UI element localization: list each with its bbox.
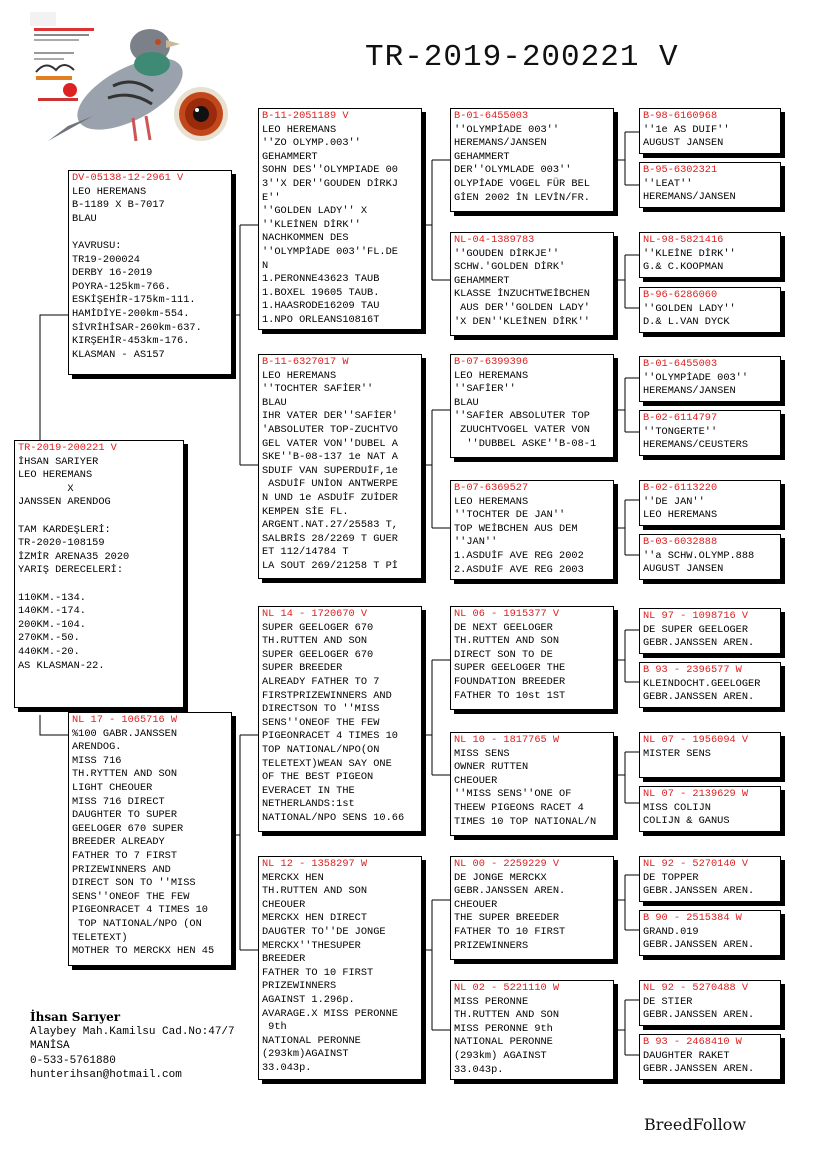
pedigree-box-sire (68, 170, 232, 375)
pedigree-line: TIMES 10 TOP NATIONAL/N (454, 815, 597, 828)
pedigree-line: LEO HEREMANS (454, 495, 529, 508)
pedigree-line: ''TOCHTER DE JAN'' (454, 509, 566, 522)
pedigree-line: 440KM.-20. (18, 645, 80, 658)
pedigree-line: BREEDER (262, 953, 306, 966)
pedigree-line: N UND 1e ASDUİF ZUİDER (262, 491, 398, 504)
pedigree-line: TAM KARDEŞLERİ: (18, 523, 111, 536)
pedigree-line: ''MISS SENS''ONE OF (454, 788, 572, 801)
pedigree-line (72, 226, 228, 240)
pedigree-line: FATHER TO 10st 1ST (454, 689, 566, 702)
pedigree-line: 1.ASDUİF AVE REG 2002 (454, 549, 584, 562)
pedigree-line: TOP NATIONAL/NPO (ON (72, 917, 202, 930)
pedigree-line: BLAU (72, 212, 97, 225)
pedigree-line: (293km) AGAINST (454, 1049, 547, 1062)
pedigree-line: SUPER GEELOGER THE (454, 662, 566, 675)
pedigree-line: DE TOPPER (643, 871, 699, 884)
pedigree-line: TH.RYTTEN AND SON (72, 768, 178, 781)
ring-number: NL 00 - 2259229 V (454, 858, 560, 870)
pedigree-line: SİVRİHİSAR-260km-637. (72, 321, 202, 334)
pedigree-line: 270KM.-50. (18, 632, 80, 645)
pedigree-line: ''DE JAN'' (643, 495, 705, 508)
ring-number: B-03-6032888 (643, 536, 718, 548)
pedigree-line (18, 578, 180, 592)
pedigree-line: ARGENT.NAT.27/25583 T, (262, 519, 398, 532)
pedigree-box-gen5 (639, 1034, 781, 1080)
pedigree-line: 33.043p. (262, 1061, 312, 1074)
pedigree-line: AUS DER''GOLDEN LADY' (454, 301, 590, 314)
pedigree-line: AVARAGE.X MISS PERONNE (262, 1007, 398, 1020)
pedigree-box-gen5 (639, 410, 781, 456)
pedigree-line: FATHER TO 10 FIRST (262, 966, 374, 979)
pedigree-line: SKE''B-08-137 1e NAT A (262, 451, 398, 464)
pedigree-line: DIRECT SON TO ''MISS (72, 877, 196, 890)
pedigree-line: GEL VATER VON''DUBEL A (262, 437, 398, 450)
pedigree-line: MERCKX''THESUPER (262, 939, 361, 952)
pedigree-line: TR-2020-108159 (18, 537, 105, 550)
pedigree-box-gen3 (258, 606, 422, 832)
ring-number: B-11-2051189 V (262, 110, 349, 122)
pedigree-line: DIRECT SON TO DE (454, 648, 553, 661)
pedigree-line: NATIONAL PERONNE (454, 1036, 553, 1049)
pedigree-line: HEREMANS/JANSEN (454, 137, 547, 150)
pedigree-line: TH.RUTTEN AND SON (454, 1009, 560, 1022)
contact-line: hunterihsan@hotmail.com (30, 1069, 182, 1081)
pedigree-line: HEREMANS/JANSEN (643, 191, 736, 204)
pedigree-line: MISS 716 DIRECT (72, 795, 165, 808)
pedigree-line: ESKİŞEHİR-175km-111. (72, 294, 196, 307)
pedigree-line: ''ZO OLYMP.003'' (262, 137, 361, 150)
ring-number: NL 97 - 1098716 V (643, 610, 749, 622)
pedigree-line: ARENDOG. (72, 741, 122, 754)
ring-number: TR-2019-200221 V (18, 442, 117, 454)
pedigree-line: GEBR.JANSSEN AREN. (643, 691, 755, 704)
ring-number: B-02-6113220 (643, 482, 718, 494)
ring-number: B-01-6455003 (454, 110, 529, 122)
ring-number: NL-04-1389783 (454, 234, 535, 246)
ring-number: B-96-6286060 (643, 289, 718, 301)
ring-number: B-07-6399396 (454, 356, 529, 368)
pedigree-box-gen5 (639, 162, 781, 208)
pedigree-line: ''OLYMPİADE 003'' (454, 123, 560, 136)
pedigree-line: MERCKX HEN (262, 871, 324, 884)
pedigree-line: LA SOUT 269/21258 T Pİ (262, 559, 398, 572)
ring-number: NL 92 - 5270140 V (643, 858, 749, 870)
pedigree-line: MISS SENS (454, 747, 510, 760)
pedigree-line: ''GOLDEN LADY'' X (262, 205, 368, 218)
pedigree-line: GEBR.JANSSEN AREN. (643, 939, 755, 952)
pedigree-line: LEO HEREMANS (643, 509, 718, 522)
pedigree-line: DAUGTER TO''DE JONGE (262, 925, 386, 938)
pedigree-line: GEHAMMERT (262, 150, 318, 163)
ring-number: NL 92 - 5270488 V (643, 982, 749, 994)
pedigree-line: SALBRİS 28/2269 T GUER (262, 532, 398, 545)
pedigree-line: ''KLEİNE DİRK'' (643, 247, 736, 260)
pedigree-line: 1.HAASRODE16209 TAU (262, 300, 380, 313)
pedigree-line: NACHKOMMEN DES (262, 232, 349, 245)
pedigree-box-gen5 (639, 786, 781, 832)
ring-number: DV-05138-12-2961 V (72, 172, 184, 184)
pedigree-line: DER''OLYMLADE 003'' (454, 164, 572, 177)
pedigree-line: 110KM.-134. (18, 591, 86, 604)
pedigree-line: CHEOUER (454, 898, 498, 911)
pedigree-line: OLYPİADE VOGEL FÜR BEL (454, 177, 590, 190)
pedigree-line: GEHAMMERT (454, 150, 510, 163)
pedigree-line: LEO HEREMANS (262, 123, 337, 136)
pedigree-line: ''KLEİNEN DİRK'' (262, 218, 361, 231)
pedigree-line: MISS COLIJN (643, 801, 711, 814)
pedigree-line: ''JAN'' (454, 536, 498, 549)
pedigree-line: 1.NPO ORLEANS10816T (262, 313, 380, 326)
pedigree-line: MERCKX HEN DIRECT (262, 912, 368, 925)
pedigree-line: ''DUBBEL ASKE''B-08-1 (454, 437, 597, 450)
pedigree-line: SUPER GEELOGER 670 (262, 621, 374, 634)
page-title: TR-2019-200221 V (365, 40, 679, 75)
pedigree-line: GEBR.JANSSEN AREN. (643, 1063, 755, 1076)
pedigree-line: 1.PERONNE43623 TAUB (262, 273, 380, 286)
pedigree-box-gen3 (258, 856, 422, 1080)
pedigree-line: KIRŞEHİR-453km-176. (72, 335, 190, 348)
pedigree-line: İHSAN SARIYER (18, 455, 99, 468)
ring-number: NL 14 - 1720670 V (262, 608, 368, 620)
pedigree-line: BREEDER ALREADY (72, 836, 165, 849)
pedigree-box-gen5 (639, 108, 781, 154)
pedigree-line: BLAU (262, 396, 287, 409)
pedigree-line: PIGEONRACET 4 TIMES 10 (72, 904, 208, 917)
pedigree-line: THEEW PIGEONS RACET 4 (454, 801, 584, 814)
pedigree-line: HEREMANS/JANSEN (643, 385, 736, 398)
pedigree-box-gen5 (639, 856, 781, 902)
pedigree-box-gen5 (639, 480, 781, 526)
pedigree-line: KLASMAN - AS157 (72, 348, 165, 361)
pedigree-line: TH.RUTTEN AND SON (454, 635, 560, 648)
pedigree-line: DE SUPER GEELOGER (643, 623, 749, 636)
pedigree-line: ASDUİF UNİON ANTWERPE (262, 478, 398, 491)
pedigree-line: TH.RUTTEN AND SON (262, 885, 368, 898)
pedigree-line: OF THE BEST PIGEON (262, 771, 374, 784)
pedigree-line: 1.BOXEL 19605 TAUB. (262, 286, 380, 299)
pedigree-line: MOTHER TO MERCKX HEN 45 (72, 945, 215, 958)
ring-number: B-07-6369527 (454, 482, 529, 494)
pedigree-line: ''GOLDEN LADY'' (643, 302, 736, 315)
pedigree-line: FATHER TO 7 FIRST (72, 849, 178, 862)
pedigree-line: LEO HEREMANS (72, 185, 147, 198)
pedigree-line: ''LEAT'' (643, 177, 693, 190)
pedigree-line: ''1e AS DUIF'' (643, 123, 730, 136)
pedigree-line: FIRSTPRIZEWINNERS AND (262, 689, 392, 702)
pedigree-line: OWNER RUTTEN (454, 761, 529, 774)
pedigree-line: GEHAMMERT (454, 274, 510, 287)
pedigree-line: 33.043p. (454, 1063, 504, 1076)
pedigree-line: G.& C.KOOPMAN (643, 261, 724, 274)
pedigree-line: ''TOCHTER SAFİER'' (262, 383, 374, 396)
pedigree-line: THE SUPER BREEDER (454, 912, 560, 925)
pedigree-line: YARIŞ DERECELERİ: (18, 564, 124, 577)
pedigree-line: DERBY 16-2019 (72, 267, 153, 280)
ring-number: NL 02 - 5221110 W (454, 982, 560, 994)
pedigree-line: 3''X DER''GOUDEN DİRKJ (262, 177, 398, 190)
pedigree-line: ''OLYMPİADE 003''FL.DE (262, 245, 398, 258)
pedigree-line: MISTER SENS (643, 747, 711, 760)
pedigree-line: ''SAFİER'' (454, 383, 516, 396)
ring-number: NL-98-5821416 (643, 234, 724, 246)
pedigree-box-subject (14, 440, 184, 708)
contact-line: 0-533-5761880 (30, 1054, 116, 1067)
pedigree-line: SENS''ONEOF THE FEW (72, 890, 190, 903)
pedigree-line: BLAU (454, 396, 479, 409)
pedigree-line: ''SAFİER ABSOLUTER TOP (454, 410, 590, 423)
pedigree-line: TR19-200024 (72, 253, 140, 266)
ring-number: B-98-6160968 (643, 110, 718, 122)
pedigree-box-gen5 (639, 534, 781, 580)
pedigree-line: ALREADY FATHER TO 7 (262, 675, 380, 688)
ring-number: NL 07 - 2139629 W (643, 788, 749, 800)
pedigree-line: GEBR.JANSSEN AREN. (643, 885, 755, 898)
pedigree-line: KEMPEN SİE FL. (262, 505, 349, 518)
pedigree-line: ''a SCHW.OLYMP.888 (643, 549, 755, 562)
pedigree-line: 140KM.-174. (18, 605, 86, 618)
pedigree-line: PRIZEWINNERS AND (72, 863, 171, 876)
pedigree-line: AGAINST 1.296p. (262, 993, 355, 1006)
pedigree-box-gen5 (639, 910, 781, 956)
pedigree-box-gen3 (258, 108, 422, 330)
pedigree-line: DE STIER (643, 995, 693, 1008)
pedigree-line: LEO HEREMANS (262, 369, 337, 382)
pedigree-line: YAVRUSU: (72, 239, 122, 252)
pedigree-line: PRIZEWINNERS (454, 939, 529, 952)
ring-number: B 93 - 2396577 W (643, 664, 742, 676)
pedigree-line: 'X DEN''KLEİNEN DİRK'' (454, 315, 590, 328)
ring-number: B-01-6455003 (643, 358, 718, 370)
pedigree-line: GRAND.019 (643, 925, 699, 938)
ring-number: NL 10 - 1817765 W (454, 734, 560, 746)
pedigree-line: DE JONGE MERCKX (454, 871, 547, 884)
pedigree-line: ZUUCHTVOGEL VATER VON (454, 423, 590, 436)
pedigree-line: ''GOUDEN DİRKJE'' (454, 247, 560, 260)
pedigree-line: %100 GABR.JANSSEN (72, 727, 178, 740)
pedigree-line: DE NEXT GEELOGER (454, 621, 553, 634)
pedigree-line: GEELOGER 670 SUPER (72, 822, 184, 835)
ring-number: NL 07 - 1956094 V (643, 734, 749, 746)
ring-number: NL 06 - 1915377 V (454, 608, 560, 620)
pedigree-line: TELETEXT) (72, 931, 128, 944)
pedigree-box-gen4 (450, 606, 614, 710)
pedigree-line: KLASSE İNZUCHTWEİBCHEN (454, 288, 590, 301)
contact-line: Alaybey Mah.Kamilsu Cad.No:47/7 (30, 1025, 235, 1038)
ring-number: NL 17 - 1065716 W (72, 714, 178, 726)
pedigree-line: LIGHT CHEOUER (72, 781, 153, 794)
pedigree-line: JANSSEN ARENDOG (18, 496, 111, 509)
pedigree-line: LEO HEREMANS (454, 369, 529, 382)
ring-number: B-95-6302321 (643, 164, 718, 176)
pedigree-box-gen4 (450, 108, 614, 212)
pedigree-box-dam (68, 712, 232, 966)
pedigree-box-gen4 (450, 980, 614, 1080)
contact-line: MANİSA (30, 1040, 70, 1052)
pedigree-line: CHEOUER (454, 774, 498, 787)
pedigree-line (18, 510, 180, 524)
pedigree-line: SOHN DES''OLYMPIADE 00 (262, 164, 398, 177)
pedigree-line: NATIONAL PERONNE (262, 1034, 361, 1047)
pedigree-box-gen5 (639, 980, 781, 1026)
pedigree-line: LEO HEREMANS (18, 469, 93, 482)
pedigree-line: 2.ASDUİF AVE REG 2003 (454, 563, 584, 576)
ring-number: B 90 - 2515384 W (643, 912, 742, 924)
pedigree-line: N (262, 259, 269, 272)
pedigree-line: DAUGHTER RAKET (643, 1049, 730, 1062)
pedigree-line: 200KM.-104. (18, 618, 86, 631)
pedigree-box-gen3 (258, 354, 422, 579)
pedigree-line: KLEINDOCHT.GEELOGER (643, 677, 761, 690)
pedigree-line: EVERACET IN THE (262, 784, 355, 797)
pedigree-line: D.& L.VAN DYCK (643, 316, 730, 329)
pedigree-line: AS KLASMAN-22. (18, 659, 105, 672)
pedigree-line: DIRECTSON TO ''MISS (262, 703, 380, 716)
footer-brand: BreedFollow (644, 1115, 747, 1134)
pedigree-box-gen4 (450, 354, 614, 458)
pedigree-line: B-1189 X B-7017 (72, 199, 165, 212)
pedigree-line: SUPER GEELOGER 670 (262, 648, 374, 661)
pedigree-box-gen5 (639, 232, 781, 278)
pedigree-box-gen5 (639, 608, 781, 654)
contact-line: İhsan Sarıyer (30, 1010, 121, 1024)
pedigree-line: GEBR.JANSSEN AREN. (454, 885, 566, 898)
pedigree-line: ''TONGERTE'' (643, 425, 718, 438)
ring-number: NL 12 - 1358297 W (262, 858, 368, 870)
pedigree-line: TOP WEİBCHEN AUS DEM (454, 522, 578, 535)
pedigree-line: SENS''ONEOF THE FEW (262, 716, 380, 729)
pedigree-line: 9th (262, 1021, 287, 1034)
ring-number: B 93 - 2468410 W (643, 1036, 742, 1048)
pedigree-box-gen4 (450, 232, 614, 336)
pedigree-line: SCHW.'GOLDEN DİRK' (454, 261, 566, 274)
pedigree-box-gen4 (450, 732, 614, 836)
ring-number: B-11-6327017 W (262, 356, 349, 368)
pedigree-line: ET 112/14784 T (262, 546, 349, 559)
pedigree-line: CHEOUER (262, 898, 306, 911)
ring-number: B-02-6114797 (643, 412, 718, 424)
pedigree-line: HEREMANS/CEUSTERS (643, 439, 749, 452)
pedigree-line: AUGUST JANSEN (643, 563, 724, 576)
pedigree-line: E'' (262, 191, 281, 204)
pedigree-line: PIGEONRACET 4 TIMES 10 (262, 730, 398, 743)
pedigree-line: GEBR.JANSSEN AREN. (643, 637, 755, 650)
pedigree-line: MISS PERONNE (454, 995, 529, 1008)
pedigree-line: NETHERLANDS:1st (262, 798, 355, 811)
pedigree-line: ''OLYMPİADE 003'' (643, 371, 749, 384)
pedigree-line: PRIZEWINNERS (262, 980, 337, 993)
pedigree-line: GEBR.JANSSEN AREN. (643, 1009, 755, 1022)
pedigree-line: TELETEXT)WEAN SAY ONE (262, 757, 392, 770)
owner-contact (30, 1010, 235, 1083)
pedigree-line: X (18, 482, 74, 495)
pedigree-line: SUPER BREEDER (262, 662, 343, 675)
pedigree-line: MISS PERONNE 9th (454, 1022, 553, 1035)
pedigree-line: POYRA-125km-766. (72, 280, 171, 293)
pedigree-line: (293km)AGAINST (262, 1048, 349, 1061)
pedigree-box-gen5 (639, 356, 781, 402)
pedigree-line: GİEN 2002 İN LEVİN/FR. (454, 191, 590, 204)
pedigree-line: COLIJN & GANUS (643, 815, 730, 828)
pedigree-line: 'ABSOLUTER TOP-ZUCHTVO (262, 423, 398, 436)
pedigree-line: FATHER TO 10 FIRST (454, 925, 566, 938)
pedigree-line: HAMİDİYE-200km-554. (72, 307, 190, 320)
pedigree-line: DAUGHTER TO SUPER (72, 809, 178, 822)
pedigree-line: SDUIF VAN SUPERDUİF,1e (262, 464, 398, 477)
pedigree-line: TOP NATIONAL/NPO(ON (262, 743, 380, 756)
pedigree-box-gen4 (450, 480, 614, 580)
pedigree-line: NATIONAL/NPO SENS 10.66 (262, 811, 405, 824)
pedigree-line: AUGUST JANSEN (643, 137, 724, 150)
pedigree-box-gen4 (450, 856, 614, 960)
pedigree-box-gen5 (639, 662, 781, 708)
pedigree-box-gen5 (639, 287, 781, 333)
pedigree-line: FOUNDATION BREEDER (454, 675, 566, 688)
pedigree-line: MISS 716 (72, 754, 122, 767)
pedigree-box-gen5 (639, 732, 781, 778)
pedigree-line: İZMİR ARENA35 2020 (18, 550, 130, 563)
pedigree-line: TH.RUTTEN AND SON (262, 635, 368, 648)
pedigree-line: IHR VATER DER''SAFİER' (262, 410, 398, 423)
